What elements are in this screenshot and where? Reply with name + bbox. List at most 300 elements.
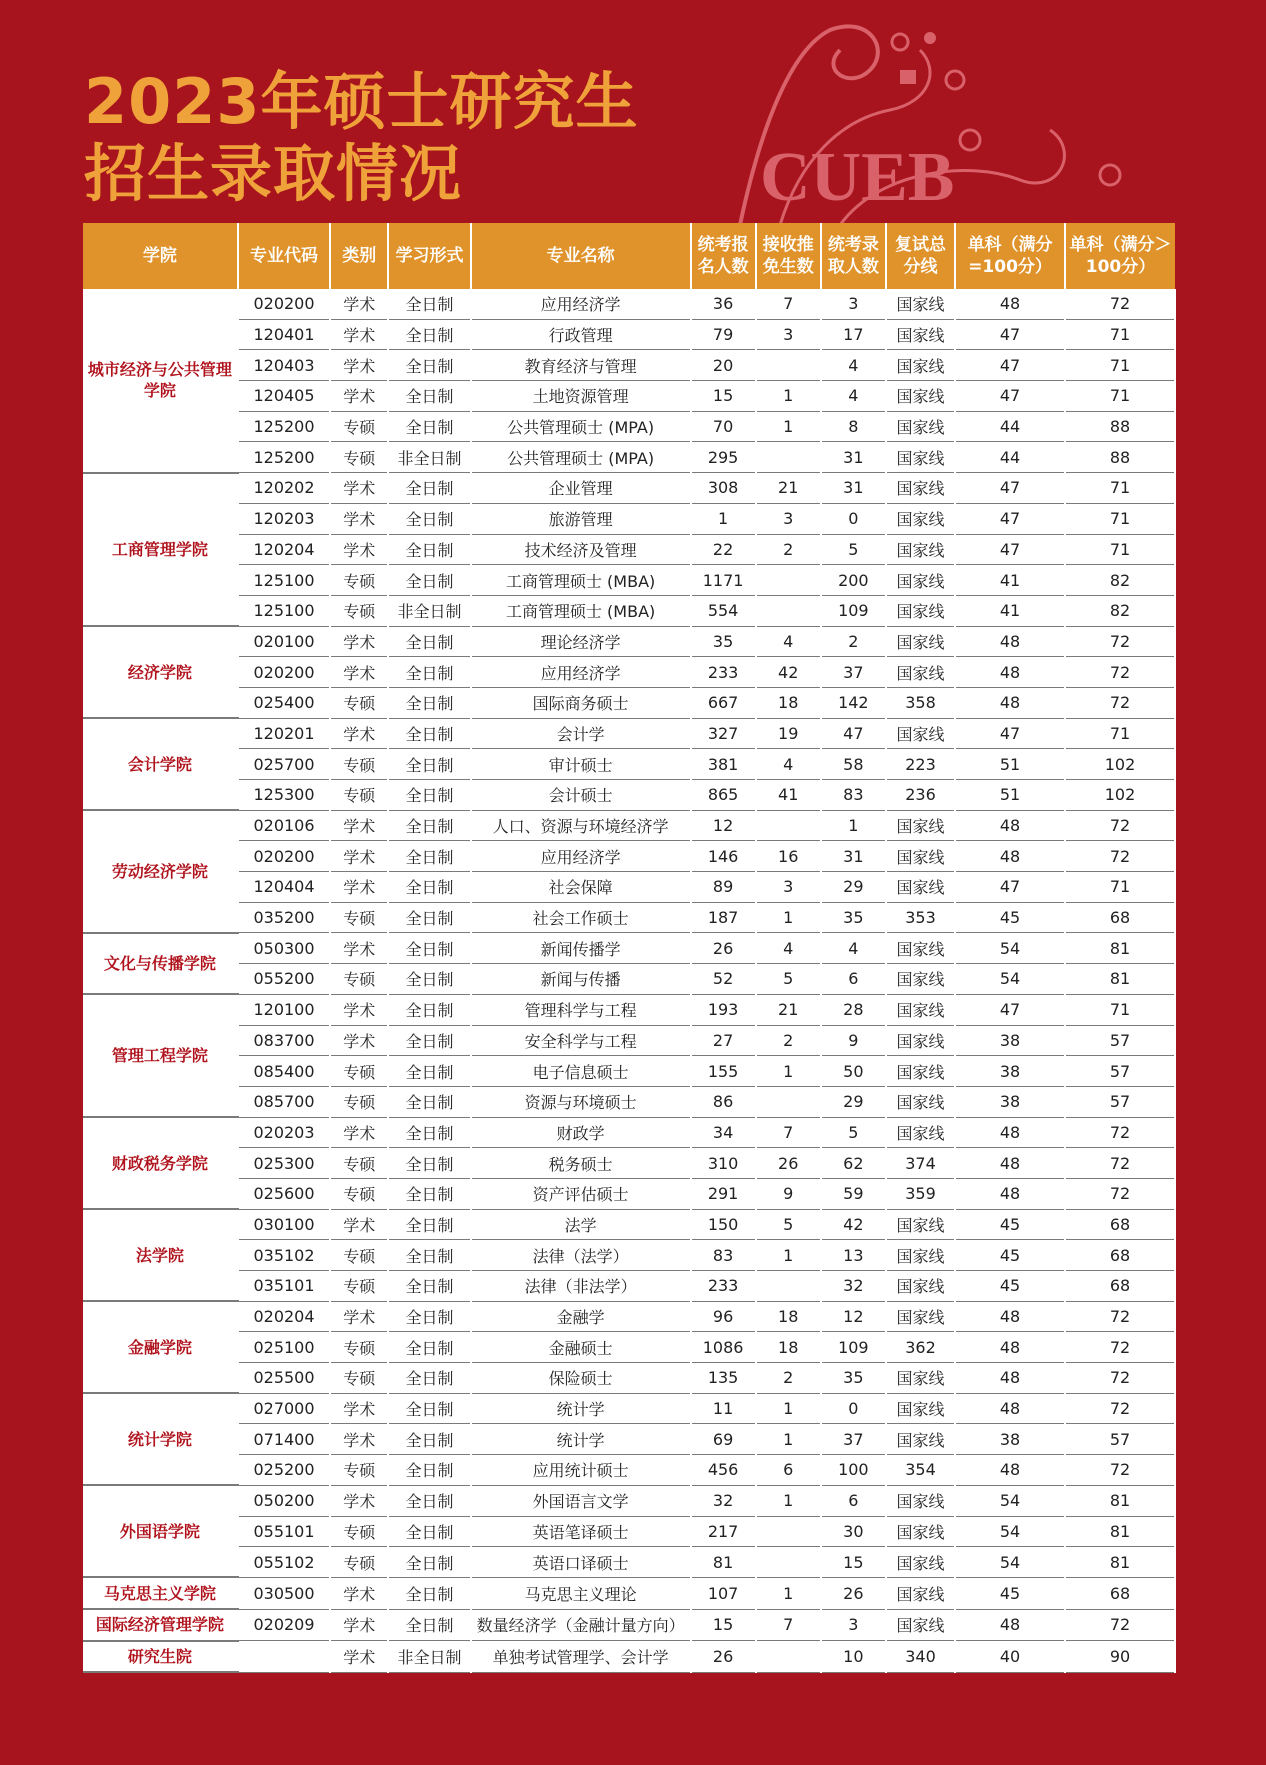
cell-major: 社会工作硕士 xyxy=(471,902,691,933)
cell-major: 公共管理硕士 (MPA) xyxy=(471,442,691,473)
cell-major: 审计硕士 xyxy=(471,749,691,780)
college-name: 外国语学院 xyxy=(83,1485,238,1577)
cell-major: 旅游管理 xyxy=(471,503,691,534)
cell-exempt: 16 xyxy=(756,841,821,872)
cell-admitted: 142 xyxy=(821,687,886,718)
header-single-gt100: 单科（满分＞100分） xyxy=(1065,223,1175,289)
cell-admitted: 8 xyxy=(821,411,886,442)
table-row xyxy=(83,411,1175,442)
table-row xyxy=(83,749,1175,780)
cell-category: 学术 xyxy=(330,1641,388,1673)
table-row xyxy=(83,1025,1175,1056)
cell-admitted: 4 xyxy=(821,350,886,381)
cell-single-gt100: 72 xyxy=(1065,1455,1175,1486)
cell-single-gt100: 90 xyxy=(1065,1641,1175,1673)
cell-single-gt100: 57 xyxy=(1065,1086,1175,1117)
cell-major: 会计硕士 xyxy=(471,780,691,811)
cell-applicants: 554 xyxy=(691,595,756,626)
cell-exempt: 2 xyxy=(756,1025,821,1056)
cell-major: 人口、资源与环境经济学 xyxy=(471,810,691,841)
cell-exempt xyxy=(756,442,821,473)
cell-major: 应用经济学 xyxy=(471,841,691,872)
cell-code: 025100 xyxy=(238,1332,331,1363)
cell-code: 055200 xyxy=(238,964,331,995)
cell-single-100: 48 xyxy=(955,687,1065,718)
cell-applicants: 291 xyxy=(691,1178,756,1209)
cell-applicants: 1 xyxy=(691,503,756,534)
cell-applicants: 69 xyxy=(691,1424,756,1455)
cell-total-line: 国家线 xyxy=(886,1271,955,1302)
cell-code: 085400 xyxy=(238,1056,331,1087)
table-row xyxy=(83,1086,1175,1117)
cell-code: 120202 xyxy=(238,473,331,504)
cell-single-100: 38 xyxy=(955,1424,1065,1455)
cell-exempt: 42 xyxy=(756,657,821,688)
cell-exempt xyxy=(756,1641,821,1673)
page-title xyxy=(84,66,639,210)
cell-major: 安全科学与工程 xyxy=(471,1025,691,1056)
cell-category: 专硕 xyxy=(330,1547,388,1578)
cell-study-mode: 全日制 xyxy=(388,994,470,1025)
college-name: 管理工程学院 xyxy=(83,994,238,1117)
title-line-1: 2023年硕士研究生 xyxy=(84,65,639,138)
cell-total-line: 国家线 xyxy=(886,1424,955,1455)
cell-single-100: 48 xyxy=(955,1301,1065,1332)
cell-major: 应用统计硕士 xyxy=(471,1455,691,1486)
cell-applicants: 1086 xyxy=(691,1332,756,1363)
cell-code: 020209 xyxy=(238,1609,331,1641)
cell-single-100: 48 xyxy=(955,626,1065,657)
cell-total-line: 236 xyxy=(886,780,955,811)
cell-category: 学术 xyxy=(330,1424,388,1455)
cell-single-gt100: 72 xyxy=(1065,1148,1175,1179)
cell-admitted: 35 xyxy=(821,1363,886,1394)
cell-single-100: 48 xyxy=(955,1393,1065,1424)
cell-major: 工商管理硕士 (MBA) xyxy=(471,565,691,596)
cell-single-gt100: 81 xyxy=(1065,1485,1175,1516)
cell-exempt: 9 xyxy=(756,1178,821,1209)
cell-total-line: 340 xyxy=(886,1641,955,1673)
cell-major: 电子信息硕士 xyxy=(471,1056,691,1087)
header-college: 学院 xyxy=(83,223,238,289)
cell-study-mode: 全日制 xyxy=(388,534,470,565)
cell-major: 技术经济及管理 xyxy=(471,534,691,565)
cell-category: 专硕 xyxy=(330,1271,388,1302)
cell-exempt: 1 xyxy=(756,1056,821,1087)
cell-major: 行政管理 xyxy=(471,319,691,350)
cell-total-line: 国家线 xyxy=(886,442,955,473)
cell-exempt xyxy=(756,1271,821,1302)
cell-category: 学术 xyxy=(330,933,388,964)
cell-single-gt100: 71 xyxy=(1065,534,1175,565)
college-name: 马克思主义学院 xyxy=(83,1577,238,1609)
cell-exempt: 4 xyxy=(756,626,821,657)
cell-study-mode: 全日制 xyxy=(388,718,470,749)
cell-applicants: 86 xyxy=(691,1086,756,1117)
cell-category: 学术 xyxy=(330,1577,388,1609)
cell-applicants: 381 xyxy=(691,749,756,780)
cell-single-gt100: 72 xyxy=(1065,289,1175,319)
cell-major: 数量经济学（金融计量方向） xyxy=(471,1609,691,1641)
cell-category: 学术 xyxy=(330,657,388,688)
cell-code: 025200 xyxy=(238,1455,331,1486)
header-total-line: 复试总分线 xyxy=(886,223,955,289)
header-exempt: 接收推免生数 xyxy=(756,223,821,289)
cell-admitted: 29 xyxy=(821,872,886,903)
cell-total-line: 国家线 xyxy=(886,964,955,995)
header-study-mode: 学习形式 xyxy=(388,223,470,289)
cell-major: 工商管理硕士 (MBA) xyxy=(471,595,691,626)
cell-code: 083700 xyxy=(238,1025,331,1056)
table-row xyxy=(83,872,1175,903)
cell-admitted: 1 xyxy=(821,810,886,841)
cell-study-mode: 全日制 xyxy=(388,1271,470,1302)
cell-study-mode: 全日制 xyxy=(388,933,470,964)
cell-code: 125200 xyxy=(238,442,331,473)
cell-single-gt100: 81 xyxy=(1065,1516,1175,1547)
cell-single-100: 48 xyxy=(955,1117,1065,1148)
cell-code: 120404 xyxy=(238,872,331,903)
cell-admitted: 13 xyxy=(821,1240,886,1271)
cell-applicants: 12 xyxy=(691,810,756,841)
cell-admitted: 35 xyxy=(821,902,886,933)
cell-single-100: 47 xyxy=(955,718,1065,749)
cell-single-gt100: 72 xyxy=(1065,687,1175,718)
cell-total-line: 国家线 xyxy=(886,289,955,319)
table-row xyxy=(83,1301,1175,1332)
cell-total-line: 国家线 xyxy=(886,1086,955,1117)
cell-code: 020200 xyxy=(238,289,331,319)
cell-single-100: 44 xyxy=(955,442,1065,473)
cell-category: 专硕 xyxy=(330,442,388,473)
cell-code: 055102 xyxy=(238,1547,331,1578)
cell-single-100: 47 xyxy=(955,350,1065,381)
table-row xyxy=(83,1332,1175,1363)
cell-total-line: 国家线 xyxy=(886,411,955,442)
cell-total-line: 362 xyxy=(886,1332,955,1363)
cell-study-mode: 全日制 xyxy=(388,1056,470,1087)
cell-single-gt100: 81 xyxy=(1065,1547,1175,1578)
cell-admitted: 32 xyxy=(821,1271,886,1302)
cell-code: 020203 xyxy=(238,1117,331,1148)
table-row xyxy=(83,1485,1175,1516)
cell-code: 030500 xyxy=(238,1577,331,1609)
cell-study-mode: 全日制 xyxy=(388,1363,470,1394)
cell-exempt: 18 xyxy=(756,1332,821,1363)
college-name: 会计学院 xyxy=(83,718,238,810)
cell-major: 税务硕士 xyxy=(471,1148,691,1179)
cell-single-100: 38 xyxy=(955,1025,1065,1056)
cell-admitted: 0 xyxy=(821,1393,886,1424)
cell-study-mode: 全日制 xyxy=(388,1516,470,1547)
cell-category: 专硕 xyxy=(330,1363,388,1394)
cell-code: 125100 xyxy=(238,595,331,626)
cell-single-gt100: 71 xyxy=(1065,350,1175,381)
cell-study-mode: 全日制 xyxy=(388,902,470,933)
cell-single-100: 47 xyxy=(955,994,1065,1025)
cell-total-line: 国家线 xyxy=(886,1577,955,1609)
cell-exempt: 7 xyxy=(756,1609,821,1641)
cell-code: 120401 xyxy=(238,319,331,350)
cell-code: 020100 xyxy=(238,626,331,657)
cell-total-line: 国家线 xyxy=(886,350,955,381)
cell-admitted: 10 xyxy=(821,1641,886,1673)
table-row xyxy=(83,626,1175,657)
cell-single-100: 54 xyxy=(955,1516,1065,1547)
table-row xyxy=(83,810,1175,841)
table-row xyxy=(83,350,1175,381)
cell-code: 025500 xyxy=(238,1363,331,1394)
cell-single-gt100: 81 xyxy=(1065,933,1175,964)
cell-major: 金融学 xyxy=(471,1301,691,1332)
cell-total-line: 354 xyxy=(886,1455,955,1486)
cell-single-100: 47 xyxy=(955,534,1065,565)
cell-major: 会计学 xyxy=(471,718,691,749)
cell-applicants: 295 xyxy=(691,442,756,473)
cell-major: 土地资源管理 xyxy=(471,381,691,412)
cell-category: 学术 xyxy=(330,1117,388,1148)
cell-category: 专硕 xyxy=(330,780,388,811)
cell-study-mode: 非全日制 xyxy=(388,595,470,626)
table-row xyxy=(83,718,1175,749)
cell-single-100: 48 xyxy=(955,1332,1065,1363)
table-row xyxy=(83,780,1175,811)
table-row xyxy=(83,1056,1175,1087)
table-row xyxy=(83,1424,1175,1455)
table-row xyxy=(83,1609,1175,1641)
cell-single-gt100: 72 xyxy=(1065,626,1175,657)
cell-category: 学术 xyxy=(330,872,388,903)
cell-total-line: 国家线 xyxy=(886,1547,955,1578)
cell-study-mode: 全日制 xyxy=(388,780,470,811)
cell-applicants: 34 xyxy=(691,1117,756,1148)
cell-category: 专硕 xyxy=(330,595,388,626)
cell-code: 120100 xyxy=(238,994,331,1025)
cell-code: 125200 xyxy=(238,411,331,442)
cell-study-mode: 全日制 xyxy=(388,411,470,442)
cell-single-100: 47 xyxy=(955,473,1065,504)
cell-applicants: 36 xyxy=(691,289,756,319)
cell-total-line: 国家线 xyxy=(886,1025,955,1056)
cell-single-gt100: 72 xyxy=(1065,1117,1175,1148)
cell-admitted: 100 xyxy=(821,1455,886,1486)
cell-admitted: 83 xyxy=(821,780,886,811)
cell-exempt: 41 xyxy=(756,780,821,811)
header-major: 专业名称 xyxy=(471,223,691,289)
cell-category: 学术 xyxy=(330,381,388,412)
cell-category: 专硕 xyxy=(330,1332,388,1363)
cell-study-mode: 全日制 xyxy=(388,1485,470,1516)
cell-category: 学术 xyxy=(330,626,388,657)
cell-single-gt100: 71 xyxy=(1065,503,1175,534)
table-row xyxy=(83,1516,1175,1547)
cell-category: 专硕 xyxy=(330,687,388,718)
cell-applicants: 146 xyxy=(691,841,756,872)
cell-admitted: 3 xyxy=(821,1609,886,1641)
cell-code: 050300 xyxy=(238,933,331,964)
table-row xyxy=(83,1547,1175,1578)
cell-total-line: 国家线 xyxy=(886,1117,955,1148)
cell-single-100: 54 xyxy=(955,933,1065,964)
cell-code: 050200 xyxy=(238,1485,331,1516)
table-row xyxy=(83,1271,1175,1302)
cell-admitted: 5 xyxy=(821,534,886,565)
cell-single-gt100: 102 xyxy=(1065,780,1175,811)
cell-single-gt100: 71 xyxy=(1065,381,1175,412)
cell-category: 学术 xyxy=(330,718,388,749)
cell-study-mode: 全日制 xyxy=(388,749,470,780)
cell-admitted: 5 xyxy=(821,1117,886,1148)
table-row xyxy=(83,1117,1175,1148)
cell-study-mode: 全日制 xyxy=(388,841,470,872)
cell-code: 020204 xyxy=(238,1301,331,1332)
cell-exempt: 6 xyxy=(756,1455,821,1486)
cell-category: 专硕 xyxy=(330,565,388,596)
cell-applicants: 1171 xyxy=(691,565,756,596)
table-row xyxy=(83,657,1175,688)
cell-single-100: 48 xyxy=(955,1178,1065,1209)
cell-applicants: 233 xyxy=(691,657,756,688)
cell-study-mode: 全日制 xyxy=(388,964,470,995)
cell-single-gt100: 72 xyxy=(1065,1178,1175,1209)
table-row xyxy=(83,289,1175,319)
cell-admitted: 42 xyxy=(821,1209,886,1240)
college-name: 城市经济与公共管理学院 xyxy=(83,289,238,473)
cell-major: 统计学 xyxy=(471,1424,691,1455)
cell-single-100: 51 xyxy=(955,749,1065,780)
cell-single-100: 40 xyxy=(955,1641,1065,1673)
cell-single-100: 48 xyxy=(955,657,1065,688)
table-row xyxy=(83,381,1175,412)
header-admitted: 统考录取人数 xyxy=(821,223,886,289)
cell-single-100: 48 xyxy=(955,1609,1065,1641)
cell-exempt: 18 xyxy=(756,1301,821,1332)
cell-code: 120203 xyxy=(238,503,331,534)
cell-major: 统计学 xyxy=(471,1393,691,1424)
cell-code: 035200 xyxy=(238,902,331,933)
cell-total-line: 国家线 xyxy=(886,1056,955,1087)
cell-study-mode: 全日制 xyxy=(388,381,470,412)
table-row xyxy=(83,1209,1175,1240)
cell-major: 国际商务硕士 xyxy=(471,687,691,718)
cell-major: 社会保障 xyxy=(471,872,691,903)
cell-single-100: 47 xyxy=(955,381,1065,412)
cueb-logo xyxy=(720,10,1180,230)
cell-single-100: 48 xyxy=(955,841,1065,872)
table-row xyxy=(83,1363,1175,1394)
cell-total-line: 国家线 xyxy=(886,1240,955,1271)
cell-single-gt100: 71 xyxy=(1065,319,1175,350)
cell-applicants: 70 xyxy=(691,411,756,442)
cell-study-mode: 全日制 xyxy=(388,872,470,903)
cell-study-mode: 全日制 xyxy=(388,1393,470,1424)
cell-applicants: 96 xyxy=(691,1301,756,1332)
cell-single-gt100: 57 xyxy=(1065,1025,1175,1056)
cell-code: 025300 xyxy=(238,1148,331,1179)
cell-admitted: 17 xyxy=(821,319,886,350)
cell-single-gt100: 71 xyxy=(1065,872,1175,903)
cell-admitted: 47 xyxy=(821,718,886,749)
cell-total-line: 国家线 xyxy=(886,718,955,749)
cell-applicants: 26 xyxy=(691,1641,756,1673)
cell-total-line: 国家线 xyxy=(886,1485,955,1516)
table-row xyxy=(83,1148,1175,1179)
cell-admitted: 37 xyxy=(821,1424,886,1455)
cell-applicants: 310 xyxy=(691,1148,756,1179)
cell-single-gt100: 102 xyxy=(1065,749,1175,780)
cell-category: 学术 xyxy=(330,503,388,534)
cell-code: 025700 xyxy=(238,749,331,780)
cell-exempt: 3 xyxy=(756,872,821,903)
cell-total-line: 国家线 xyxy=(886,1609,955,1641)
cell-code: 030100 xyxy=(238,1209,331,1240)
title-line-2: 招生录取情况 xyxy=(84,137,463,210)
cell-exempt xyxy=(756,810,821,841)
cell-single-100: 41 xyxy=(955,595,1065,626)
cell-total-line: 国家线 xyxy=(886,503,955,534)
cell-applicants: 81 xyxy=(691,1547,756,1578)
cell-exempt xyxy=(756,1547,821,1578)
college-name: 文化与传播学院 xyxy=(83,933,238,994)
cell-study-mode: 全日制 xyxy=(388,1424,470,1455)
cell-study-mode: 全日制 xyxy=(388,289,470,319)
cell-total-line: 国家线 xyxy=(886,595,955,626)
cell-exempt: 5 xyxy=(756,964,821,995)
cell-category: 学术 xyxy=(330,841,388,872)
cell-total-line: 国家线 xyxy=(886,933,955,964)
cell-single-100: 47 xyxy=(955,872,1065,903)
header-category: 类别 xyxy=(330,223,388,289)
cell-total-line: 国家线 xyxy=(886,657,955,688)
college-name: 研究生院 xyxy=(83,1641,238,1673)
cell-single-100: 38 xyxy=(955,1086,1065,1117)
cell-single-gt100: 82 xyxy=(1065,565,1175,596)
cell-category: 学术 xyxy=(330,1609,388,1641)
cell-category: 专硕 xyxy=(330,1178,388,1209)
table-row xyxy=(83,1641,1175,1673)
cell-exempt: 1 xyxy=(756,1393,821,1424)
cell-code: 025600 xyxy=(238,1178,331,1209)
cell-code: 125300 xyxy=(238,780,331,811)
cell-study-mode: 全日制 xyxy=(388,1240,470,1271)
cell-single-gt100: 57 xyxy=(1065,1424,1175,1455)
table-row xyxy=(83,841,1175,872)
cell-study-mode: 全日制 xyxy=(388,687,470,718)
cell-applicants: 327 xyxy=(691,718,756,749)
cell-total-line: 国家线 xyxy=(886,1393,955,1424)
cell-major: 金融硕士 xyxy=(471,1332,691,1363)
cell-major: 资产评估硕士 xyxy=(471,1178,691,1209)
cell-admitted: 9 xyxy=(821,1025,886,1056)
cell-category: 专硕 xyxy=(330,1240,388,1271)
cell-category: 学术 xyxy=(330,1025,388,1056)
cell-single-gt100: 72 xyxy=(1065,1301,1175,1332)
cell-category: 专硕 xyxy=(330,411,388,442)
cell-applicants: 308 xyxy=(691,473,756,504)
cell-major: 法学 xyxy=(471,1209,691,1240)
cell-single-100: 44 xyxy=(955,411,1065,442)
cell-admitted: 6 xyxy=(821,964,886,995)
cell-total-line: 国家线 xyxy=(886,841,955,872)
table-row xyxy=(83,1240,1175,1271)
cell-code: 025400 xyxy=(238,687,331,718)
cell-admitted: 0 xyxy=(821,503,886,534)
cell-single-gt100: 72 xyxy=(1065,1332,1175,1363)
cell-code: 125100 xyxy=(238,565,331,596)
college-name: 财政税务学院 xyxy=(83,1117,238,1209)
cell-applicants: 667 xyxy=(691,687,756,718)
cell-study-mode: 全日制 xyxy=(388,319,470,350)
